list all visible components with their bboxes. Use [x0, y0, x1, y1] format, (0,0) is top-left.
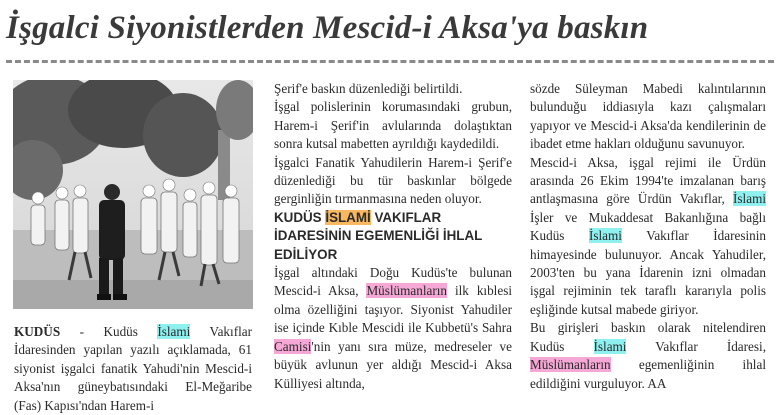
text-run: KUDÜS	[274, 209, 326, 225]
highlight-term: İSLAMİ	[325, 209, 371, 225]
text-run: VAKIFLAR İDARESİNİN EGEMENLİĞİ İHLAL EDİLİYOR	[274, 209, 483, 262]
paragraph: İşgalci Fanatik Yahudilerin Harem-i Şerif'e düzenlediği bu tür baskınlar bölgede gerginliğin tırmanmasına neden oluyor.	[274, 154, 512, 207]
highlight-term: Müslümanların	[530, 357, 611, 373]
highlight-term: İslami	[157, 324, 191, 339]
text-run: Vakıflar İdaresinden yapılan yazılı açıklamada, 61 siyonist işgalci fanatik Yahudi'nin Mescid-i Aksa'nın güneybatısındaki El-Meğaribe (Fas) Kapısı'ndan Harem-i	[14, 324, 252, 413]
dateline: KUDÜS	[14, 324, 61, 339]
highlight-term: Camisi	[274, 338, 312, 354]
paragraph	[274, 264, 512, 393]
subheading	[274, 209, 512, 264]
text-run: Bu girişleri baskın olarak nitelendiren Kudüs	[530, 320, 766, 354]
news-photo	[13, 80, 253, 309]
paragraph	[530, 154, 766, 320]
column-1	[14, 323, 252, 415]
text-run: egemenliğinin ihlal edildiğini vurguluyor. AA	[530, 357, 766, 391]
highlight-term: İslami	[588, 228, 622, 244]
highlight-term: İslami	[593, 338, 627, 354]
text-run: İşgal altındaki Doğu Kudüs'te bulunan Mescid-i Aksa,	[274, 265, 512, 299]
news-photo-image	[13, 80, 253, 309]
paragraph	[530, 319, 766, 393]
paragraph: İşgal polislerinin korumasındaki grubun, Harem-i Şerif'in avlularında dolaştıktan sonra kutsal mabetten ayrıldığı kaydedildi.	[274, 99, 512, 152]
column-3	[530, 80, 766, 393]
highlight-term: Müslümanların	[366, 283, 448, 299]
text-run: - Kudüs	[60, 324, 158, 339]
headline: İşgalci Siyonistlerden Mescid-i Aksa'ya baskın	[6, 10, 649, 46]
text-run: ilk kıblesi olma özelliğini taşıyor. Siyonist Yahudiler ise içinde Kıble Mescidi ile Kubbetü's Sahra	[274, 283, 512, 336]
text-run: İşler ve Mukaddesat Bakanlığına bağlı Kudüs	[530, 209, 766, 244]
paragraph: sözde Süleyman Mabedi kalıntılarının bulunduğu iddiasıyla kazı çalışmaları yapıyor ve Mescid-i Aksa'da kendilerinin de ibadet etme hakları olduğunu savunuyor.	[530, 81, 766, 152]
headline-rule	[6, 60, 774, 63]
text-run: Vakıflar İdaresi,	[626, 338, 766, 354]
column-2	[274, 80, 512, 393]
text-run: Mescid-i Aksa, işgal rejimi ile Ürdün arasında 26 Ekim 1994'te imzalanan barış antlaşmasına göre Ürdün Vakıflar,	[530, 154, 766, 207]
text-run: Vakıflar İdaresinin himayesinde bulunuyor. Ancak Yahudiler, 2003'ten bu yana İdarenin izni olmadan işgal rejiminin tek taraflı kararıyla polis eşliğinde kutsal mabede giriyor.	[530, 228, 767, 317]
text-run: 'nin yanı sıra müze, medreseler ve büyük avlunun yer aldığı Mescid-i Aksa Külliyesi altında,	[274, 338, 512, 391]
highlight-term: İslami	[733, 191, 766, 207]
paragraph: Şerif'e baskın düzenlediği belirtildi.	[274, 81, 463, 96]
paragraph	[14, 323, 252, 415]
